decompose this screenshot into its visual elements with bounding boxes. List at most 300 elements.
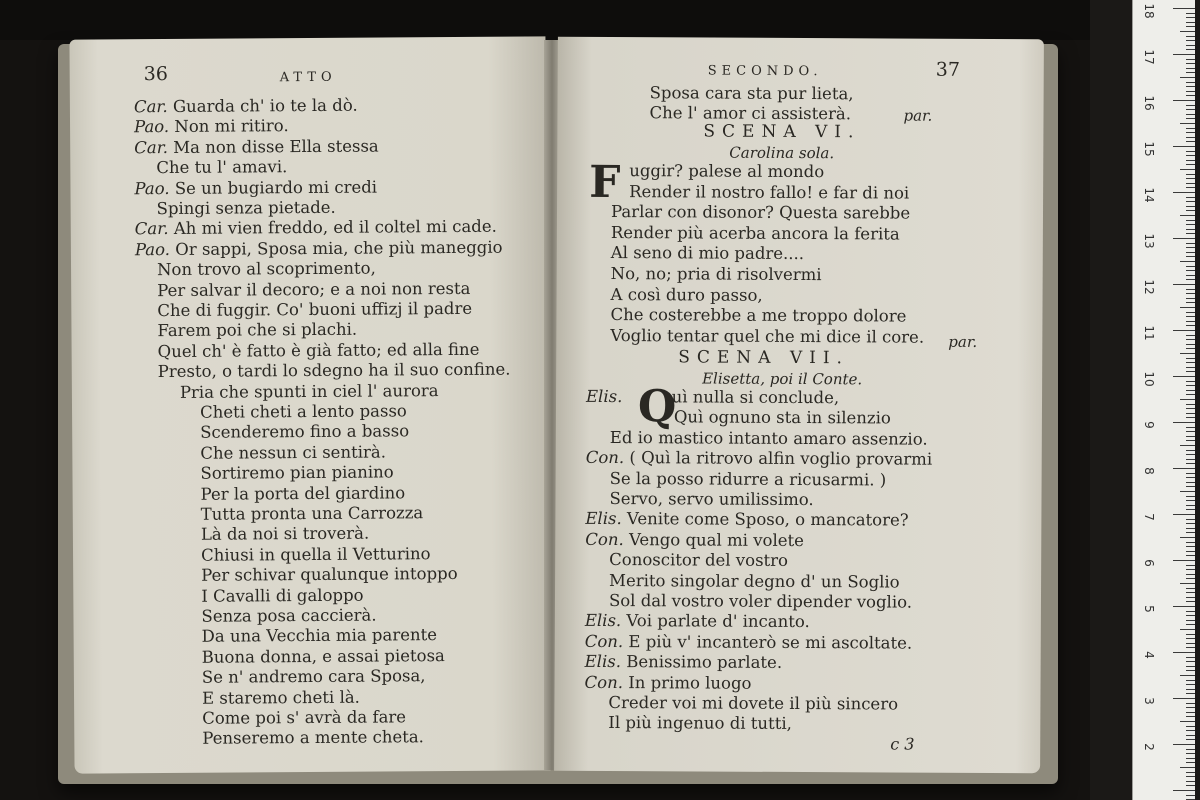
ruler-tick [1186,661,1195,662]
text-line [201,544,431,566]
ruler-tick [1186,201,1195,202]
text-line [134,177,377,199]
ruler-tick [1186,427,1195,428]
ruler-tick [1186,459,1195,460]
ruler-tick [1186,615,1195,616]
ruler-tick [1186,505,1195,506]
ruler-tick [1186,36,1195,37]
text-line [134,96,358,118]
ruler-tick [1180,629,1195,630]
text-line [608,693,898,715]
text-line [608,713,792,734]
text-line: Che costerebbe a me troppo dolore [610,305,907,326]
ruler-tick [1186,17,1195,18]
ruler-tick [1186,178,1195,179]
scene-7-title: SCENA VII. [678,347,850,369]
line-text: Vengo qual mi volete [628,529,804,550]
speaker-label: Con. [584,672,629,692]
ruler-tick [1186,703,1195,704]
text-line [134,117,289,138]
ruler-tick [1186,22,1195,23]
line-text: Come poi s' avrà da fare [202,707,407,728]
text-line [135,237,503,260]
line-text: Venite come Sposo, o mancatore? [626,509,909,530]
line-text: Il più ingenuo di tutti, [608,713,792,734]
ruler-number: 4 [1142,651,1156,659]
text-line: Sposa cara sta pur lieta, [649,83,854,104]
ruler-tick [1186,26,1195,27]
ruler-tick [1186,762,1195,763]
ruler-number: 13 [1142,233,1156,249]
speaker-label: Car. [133,96,174,117]
text-line [585,652,783,673]
text-line [585,509,908,531]
text-line [200,401,407,422]
line-text: Se la posso ridurre a ricusarmi. ) [609,468,887,490]
ruler-tick [1180,767,1195,768]
text-line: uggir? palese al mondo [629,161,825,182]
ruler-tick [1173,284,1195,285]
line-text: Merito singolar degno d' un Soglio [609,570,900,592]
ruler-tick [1186,91,1195,92]
ruler-tick [1186,151,1195,152]
par-mark-top: par. [903,106,933,125]
text-line [202,646,445,668]
ruler-tick [1186,588,1195,589]
scene-6-title: SCENA VI. [703,121,861,143]
ruler-tick [1186,339,1195,340]
ruler-tick [1186,601,1195,602]
speaker-label: Pao. [134,178,175,198]
ruler-tick [1186,160,1195,161]
line-text: In primo luogo [628,672,752,693]
ruler-tick [1173,100,1195,101]
drop-cap-f: F [589,156,621,209]
line-text: Farem poi che si plachi. [157,320,358,341]
ruler-tick [1186,293,1195,294]
ruler-tick [1186,316,1195,317]
ruler-tick [1186,256,1195,257]
ruler-tick [1186,394,1195,395]
ruler-tick [1186,59,1195,60]
ruler-tick [1186,785,1195,786]
ruler-tick [1186,270,1195,271]
line-text: Non trovo al scoprimento, [156,258,376,280]
ruler-tick [1186,247,1195,248]
ruler-tick [1186,275,1195,276]
text-line [201,524,369,545]
ruler-tick [1186,684,1195,685]
ruler-tick [1186,325,1195,326]
ruler-tick [1186,95,1195,96]
ruler-tick [1186,279,1195,280]
ruler-tick [1186,13,1195,14]
ruler-number: 8 [1142,467,1156,475]
text-line [156,157,287,178]
text-line: Render il nostro fallo! e far di noi [629,181,910,203]
speaker-label: Con. [584,631,629,651]
line-text: Sol dal vostro voler dipender voglio. [608,591,913,612]
ruler-tick [1186,647,1195,648]
line-text: Penseremo a mente cheta. [202,727,424,749]
ruler-tick [1186,634,1195,635]
ruler-tick [1186,716,1195,717]
ruler-tick [1186,183,1195,184]
ruler-tick [1186,118,1195,119]
ruler-number: 17 [1142,49,1156,65]
ruler-tick [1186,753,1195,754]
ruler-tick [1186,473,1195,474]
ruler-tick [1180,399,1195,400]
ruler-tick [1186,482,1195,483]
ruler-tick [1186,680,1195,681]
ruler-tick [1173,54,1195,55]
line-text: Sortiremo pian pianino [200,462,394,483]
line-text: Che nessun ci sentirà. [200,442,386,463]
ruler-tick [1186,523,1195,524]
ruler-tick [1186,220,1195,221]
line-text: Servo, servo umilissimo. [609,489,814,510]
ruler-tick [1173,330,1195,331]
line-text: Ma non disse Ella stessa [173,136,379,157]
speaker-label: Car. [134,137,174,158]
ruler-tick [1186,739,1195,740]
line-text: Guarda ch' io te la dò. [172,95,358,116]
text-line [585,632,912,654]
signature-mark: c 3 [890,734,915,754]
text-line [157,198,336,219]
line-text: Chiusi in quella il Vetturino [200,543,431,565]
ruler-tick [1186,252,1195,253]
line-text: Quel ch' è fatto è già fatto; ed alla fine [157,339,480,361]
background-top [0,0,1200,40]
text-line [202,728,424,750]
ruler-tick [1186,408,1195,409]
ruler-tick [1186,164,1195,165]
ruler-number: 9 [1142,421,1156,429]
running-head-right: SECONDO. [707,63,823,80]
ruler-number: 12 [1142,279,1156,295]
ruler-tick [1173,376,1195,377]
line-text: ( Quì la ritrovo alfin voglio provarmi [629,448,933,469]
ruler-tick [1186,440,1195,441]
ruler-tick [1186,390,1195,391]
text-line [202,626,437,648]
ruler-tick [1186,45,1195,46]
text-line [584,672,751,693]
ruler-tick [1186,693,1195,694]
ruler-tick [1186,532,1195,533]
ruler-tick [1186,712,1195,713]
page-number-left: 36 [143,62,168,86]
text-line [610,469,887,490]
ruler-tick [1186,49,1195,50]
ruler-tick [1186,367,1195,368]
ruler-tick [1186,519,1195,520]
text-line [586,448,933,470]
ruler-tick [1180,353,1195,354]
ruler-tick [1173,514,1195,515]
ruler-tick [1186,40,1195,41]
speaker-label: Pao. [133,117,175,137]
text-line [201,483,406,504]
ruler-tick [1186,362,1195,363]
text-line [201,503,424,525]
ruler-number: 3 [1142,697,1156,705]
ruler-number: 2 [1142,743,1156,751]
ruler-number: 6 [1142,559,1156,567]
text-line [134,136,379,158]
line-text: Scenderemo fino a basso [200,421,410,443]
ruler-tick [1186,611,1195,612]
line-text: Creder voi mi dovete il più sincero [608,693,899,714]
ruler-tick [1186,749,1195,750]
ruler-tick [1186,486,1195,487]
text-line [202,666,426,688]
ruler-number: 11 [1142,325,1156,341]
text-line: Che l' amor ci assisterà. [649,103,852,124]
ruler-tick [1186,114,1195,115]
text-line [674,408,891,429]
ruler-tick [1186,141,1195,142]
ruler-tick [1186,555,1195,556]
ruler-tick [1186,174,1195,175]
line-text: Se un bugiardo mi credi [174,177,378,198]
line-text: Per la porta del giardino [200,482,406,504]
ruler-tick [1186,197,1195,198]
ruler-tick [1186,689,1195,690]
ruler-tick [1186,638,1195,639]
text-line: Voglio tentar quel che mi dice il core. [610,325,925,347]
running-head-left: ATTO [279,69,337,86]
line-text: E staremo cheti là. [201,687,360,708]
line-text: Presto, o tardi lo sdegno ha il suo confine. [157,359,511,382]
speaker-label: Pao. [134,239,176,260]
ruler-tick [1186,132,1195,133]
text-line [202,687,360,708]
text-line [200,422,409,443]
ruler-tick [1186,413,1195,414]
text-line [157,299,472,321]
text-line [201,564,458,586]
ruler-tick [1186,592,1195,593]
ruler-tick [1186,730,1195,731]
ruler-tick [1173,422,1195,423]
ruler-tick [1186,109,1195,110]
ruler-tick [1173,560,1195,561]
ruler-tick [1186,206,1195,207]
line-text: Per salvar il decoro; e a noi non resta [157,278,471,300]
ruler-tick [1186,569,1195,570]
ruler-tick [1186,643,1195,644]
speaker-label: Elis. [584,611,627,631]
ruler-tick [1186,63,1195,64]
text-line [157,259,376,281]
ruler-tick [1186,312,1195,313]
ruler-tick [1186,781,1195,782]
ruler-tick [1180,445,1195,446]
ruler-tick [1186,758,1195,759]
ruler-tick [1186,371,1195,372]
ruler-tick [1180,583,1195,584]
text-line [200,463,393,484]
ruler-tick [1186,358,1195,359]
ruler-tick [1186,72,1195,73]
ruler-number: 5 [1142,605,1156,613]
measuring-ruler [1132,0,1195,800]
text-line [609,591,912,613]
line-text: Conoscitor del vostro [609,550,789,571]
ruler-tick [1186,454,1195,455]
text-line [200,442,386,463]
text-line: Al seno di mio padre.... [610,243,805,264]
ruler-tick [1180,77,1195,78]
ruler-tick [1173,606,1195,607]
ruler-tick [1186,735,1195,736]
ruler-tick [1186,670,1195,671]
line-text: Che tu l' amavi. [156,157,288,178]
line-text: Quì ognuno sta in silenzio [673,407,891,428]
ruler-tick [1173,698,1195,699]
ruler-number: 7 [1142,513,1156,521]
ruler-tick [1186,344,1195,345]
text-line: Render più acerba ancora la ferita [610,222,900,244]
ruler-tick [1180,307,1195,308]
ruler-tick [1180,31,1195,32]
line-text: Cheti cheti a lento passo [199,401,407,422]
text-line [585,530,804,551]
ruler-tick [1186,381,1195,382]
ruler-tick [1186,776,1195,777]
ruler-tick [1186,137,1195,138]
ruler-tick [1173,652,1195,653]
line-text: Se n' andremo cara Sposa, [201,666,426,687]
text-line [158,340,480,362]
drop-cap-q: Q [637,381,677,433]
ruler-tick [1186,105,1195,106]
ruler-tick [1173,468,1195,469]
ruler-tick [1186,463,1195,464]
ruler-tick [1180,675,1195,676]
line-text: E più v' incanterò se mi ascoltate. [628,631,913,653]
line-text: Per schivar qualunque intoppo [201,564,458,585]
text-line [157,320,357,341]
ruler-tick [1186,431,1195,432]
ruler-tick [1186,348,1195,349]
ruler-tick [1173,790,1195,791]
text-line [135,217,497,240]
ruler-tick [1173,238,1195,239]
ruler-tick [1186,266,1195,267]
ruler-tick [1186,707,1195,708]
ruler-tick [1180,537,1195,538]
ruler-tick [1186,546,1195,547]
line-text: Pria che spunti in ciel l' aurora [179,380,439,402]
ruler-tick [1180,721,1195,722]
ruler-tick [1186,565,1195,566]
speaker-label: Con. [585,529,630,549]
text-line: No, no; pria di risolvermi [610,264,822,285]
line-text: Non mi ritiro. [174,116,289,137]
line-text: Che di fuggir. Co' buoni uffizj il padre [157,298,473,321]
ruler-tick [1186,321,1195,322]
ruler-tick [1180,215,1195,216]
ruler-tick [1180,169,1195,170]
text-line [609,550,788,571]
ruler-tick [1186,528,1195,529]
ruler-tick [1186,417,1195,418]
line-text: Ed io mastico intanto amaro assenzio. [609,427,928,449]
left-page [69,36,550,773]
ruler-tick [1186,666,1195,667]
text-line [586,387,839,408]
ruler-tick [1186,243,1195,244]
ruler-tick [1186,210,1195,211]
text-line [610,428,928,450]
ruler-tick [1186,404,1195,405]
ruler-tick [1180,261,1195,262]
text-line [609,489,813,510]
ruler-tick [1186,385,1195,386]
ruler-tick [1173,146,1195,147]
ruler-tick [1186,620,1195,621]
ruler-tick [1186,496,1195,497]
speaker-label: Elis. [585,509,628,529]
ruler-tick [1173,744,1195,745]
ruler-tick [1186,82,1195,83]
ruler-tick [1186,500,1195,501]
line-text: uì nulla si conclude, [671,387,840,408]
ruler-tick [1186,509,1195,510]
ruler-tick [1186,450,1195,451]
text-line: Parlar con disonor? Questa sarebbe [610,202,911,223]
ruler-tick [1173,192,1195,193]
ruler-tick [1186,302,1195,303]
ruler-number: 15 [1142,141,1156,157]
line-text: I Cavalli di galoppo [201,585,364,606]
text-line [585,611,810,632]
speaker-label: Con. [585,448,630,468]
ruler-tick [1186,289,1195,290]
right-page [554,37,1044,774]
ruler-tick [1186,551,1195,552]
ruler-tick [1186,578,1195,579]
scene-6-subtitle: Carolina sola. [729,143,835,163]
line-text: Senza posa caccierà. [201,605,377,626]
text-line [609,571,900,593]
ruler-tick [1186,477,1195,478]
ruler-tick [1186,229,1195,230]
text-line [201,606,376,627]
ruler-tick [1186,597,1195,598]
ruler-tick [1186,574,1195,575]
ruler-tick [1186,224,1195,225]
ruler-tick [1186,68,1195,69]
ruler-tick [1186,726,1195,727]
ruler-tick [1180,123,1195,124]
line-text: Tutta pronta una Carrozza [200,503,424,524]
speaker-label: Elis. [585,386,628,407]
ruler-tick [1173,8,1195,9]
par-mark-scene-6: par. [948,332,978,351]
line-text: Là da noi si troverà. [200,523,370,545]
ruler-tick [1186,187,1195,188]
page-number-right: 37 [935,58,961,81]
ruler-tick [1186,298,1195,299]
text-line [202,707,406,728]
text-line [201,585,363,606]
speaker-label: Elis. [584,652,627,672]
